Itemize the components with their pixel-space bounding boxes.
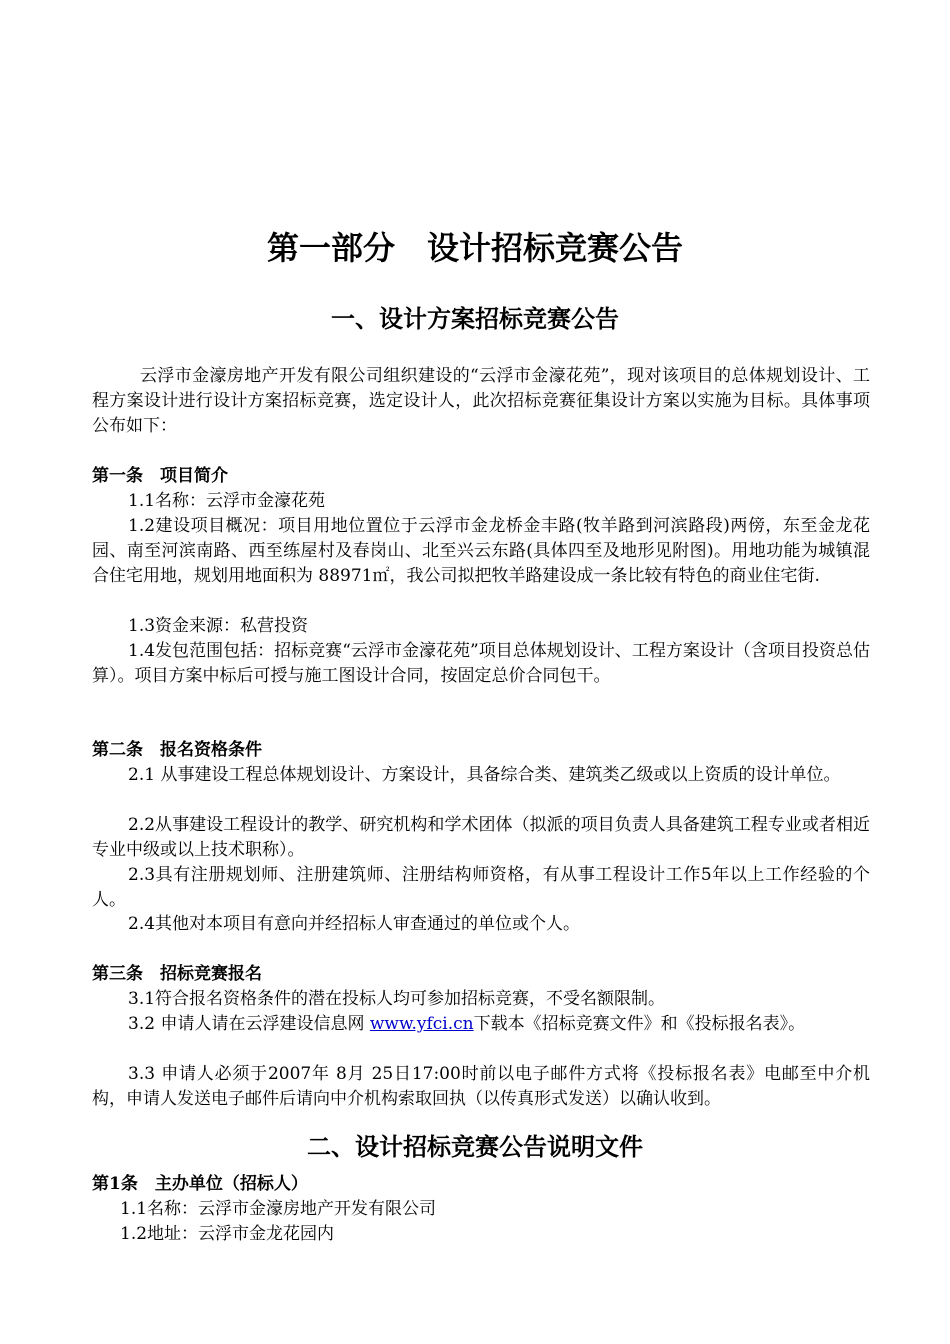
clause-1-item-1: 1.1名称：云浮市金濠房地产开发有限公司 <box>120 1199 437 1219</box>
clause-1-heading: 第1条 主办单位（招标人） <box>92 1174 308 1194</box>
section-1-heading: 一、设计方案招标竞赛公告 <box>331 304 619 333</box>
article-1-item-2: 1.2建设项目概况：项目用地位置位于云浮市金龙桥金丰路(牧羊路到河滨路段)两傍，东至金龙花园、南至河滨南路、西至练屋村及春岗山、北至兴云东路(具体四至及地形见附图)。用地功能为城镇混合住宅用地，规划用地面积为 88971㎡，我公司拟把牧羊路建设成一条比较有特色的商业住宅街. <box>92 516 870 586</box>
document-title: 第一部分 设计招标竞赛公告 <box>266 229 683 267</box>
article-2-item-3: 2.3具有注册规划师、注册建筑师、注册结构师资格，有从事工程设计工作5年以上工作经验的个人。 <box>92 865 870 910</box>
article-3-item-2 <box>92 1012 870 1037</box>
article-3-item-1: 3.1符合报名资格条件的潜在投标人均可参加招标竞赛，不受名额限制。 <box>128 989 666 1009</box>
article-1-item-3: 1.3资金来源：私营投资 <box>128 616 309 636</box>
article-3-item-3: 3.3 申请人必须于2007年 8月 25日17:00时前以电子邮件方式将《投标报名表》电邮至中介机构，申请人发送电子邮件后请向中介机构索取回执（以传真形式发送）以确认收到。 <box>92 1064 870 1109</box>
article-3-heading: 第三条 招标竞赛报名 <box>92 964 262 984</box>
article-1-heading: 第一条 项目简介 <box>92 466 228 486</box>
article-2-heading: 第二条 报名资格条件 <box>92 740 262 760</box>
article-3-item-2-text-end: 下载本《招标竞赛文件》和《投标报名表》。 <box>473 1014 806 1034</box>
intro-paragraph: 云浮市金濠房地产开发有限公司组织建设的“云浮市金濠花苑”，现对该项目的总体规划设计、工程方案设计进行设计方案招标竞赛，选定设计人，此次招标竞赛征集设计方案以实施为目标。具体事项公布如下： <box>92 366 870 436</box>
website-link[interactable]: www.yfci.cn <box>369 1014 474 1034</box>
article-2-item-2: 2.2从事建设工程设计的教学、研究机构和学术团体（拟派的项目负责人具备建筑工程专业或者相近专业中级或以上技术职称）。 <box>92 815 870 860</box>
section-2-heading: 二、设计招标竞赛公告说明文件 <box>307 1132 643 1161</box>
article-3-item-2-text: 3.2 申请人请在云浮建设信息网 <box>128 1014 370 1034</box>
article-1-item-4: 1.4发包范围包括：招标竞赛“云浮市金濠花苑”项目总体规划设计、工程方案设计（含项目投资总估算）。项目方案中标后可授与施工图设计合同，按固定总价合同包干。 <box>92 641 870 686</box>
article-2-item-4: 2.4其他对本项目有意向并经招标人审查通过的单位或个人。 <box>128 914 581 934</box>
article-1-item-1: 1.1名称：云浮市金濠花苑 <box>128 491 326 511</box>
article-2-item-1: 2.1 从事建设工程总体规划设计、方案设计，具备综合类、建筑类乙级或以上资质的设计单位。 <box>128 765 841 785</box>
clause-1-item-2: 1.2地址：云浮市金龙花园内 <box>120 1224 335 1244</box>
